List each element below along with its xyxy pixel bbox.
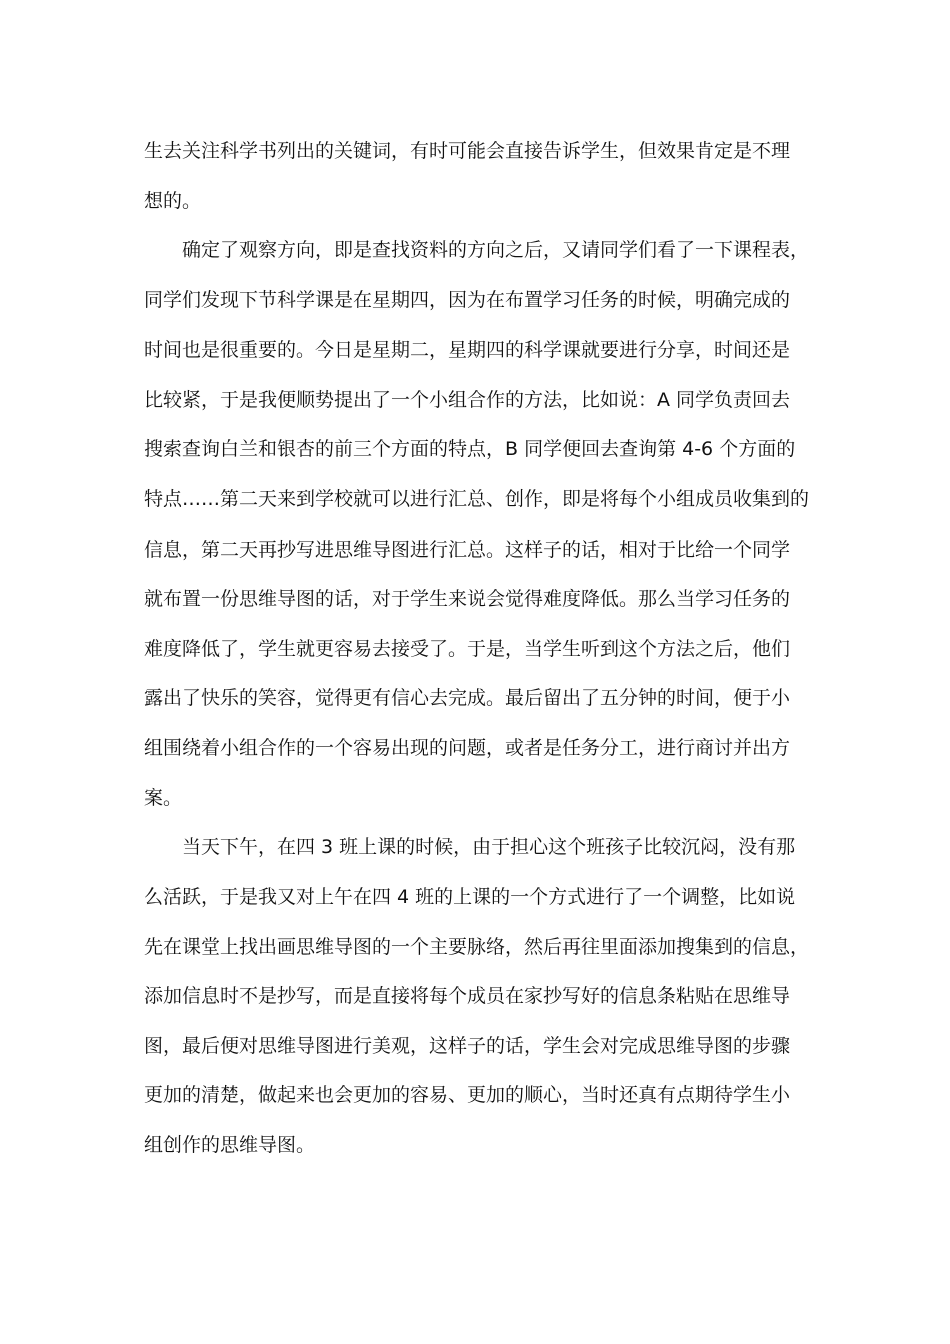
text-line: 当天下午，在四 3 班上课的时候，由于担心这个班孩子比较沉闷，没有那: [144, 836, 796, 858]
text-line: 搜索查询白兰和银杏的前三个方面的特点，B 同学便回去查询第 4-6 个方面的: [144, 438, 796, 460]
text-line: 信息，第二天再抄写进思维导图进行汇总。这样子的话，相对于比给一个同学: [144, 539, 791, 561]
text-line: 确定了观察方向，即是查找资料的方向之后，又请同学们看了一下课程表，: [144, 239, 810, 261]
text-line: 么活跃，于是我又对上午在四 4 班的上课的一个方式进行了一个调整，比如说: [144, 886, 796, 908]
text-line: 时间也是很重要的。今日是星期二，星期四的科学课就要进行分享，时间还是: [144, 339, 791, 361]
text-line: 添加信息时不是抄写，而是直接将每个成员在家抄写好的信息条粘贴在思维导: [144, 985, 791, 1007]
text-line: 露出了快乐的笑容，觉得更有信心去完成。最后留出了五分钟的时间，便于小: [144, 687, 791, 709]
text-line: 组创作的思维导图。: [144, 1134, 316, 1156]
text-line: 就布置一份思维导图的话，对于学生来说会觉得难度降低。那么当学习任务的: [144, 588, 791, 610]
text-line: 想的。: [144, 190, 202, 212]
text-line: 难度降低了，学生就更容易去接受了。于是，当学生听到这个方法之后，他们: [144, 638, 791, 660]
text-line: 同学们发现下节科学课是在星期四，因为在布置学习任务的时候，明确完成的: [144, 289, 791, 311]
text-line: 案。: [144, 787, 183, 809]
text-line: 组围绕着小组合作的一个容易出现的问题，或者是任务分工，进行商讨并出方: [144, 737, 791, 759]
text-line: 特点……第二天来到学校就可以进行汇总、创作，即是将每个小组成员收集到的: [144, 488, 810, 510]
text-line: 先在课堂上找出画思维导图的一个主要脉络，然后再往里面添加搜集到的信息，: [144, 936, 810, 958]
text-line: 比较紧，于是我便顺势提出了一个小组合作的方法，比如说：A 同学负责回去: [144, 389, 791, 411]
text-line: 生去关注科学书列出的关键词，有时可能会直接告诉学生，但效果肯定是不理: [144, 140, 791, 162]
text-line: 图，最后便对思维导图进行美观，这样子的话，学生会对完成思维导图的步骤: [144, 1035, 791, 1057]
text-line: 更加的清楚，做起来也会更加的容易、更加的顺心，当时还真有点期待学生小: [144, 1084, 791, 1106]
